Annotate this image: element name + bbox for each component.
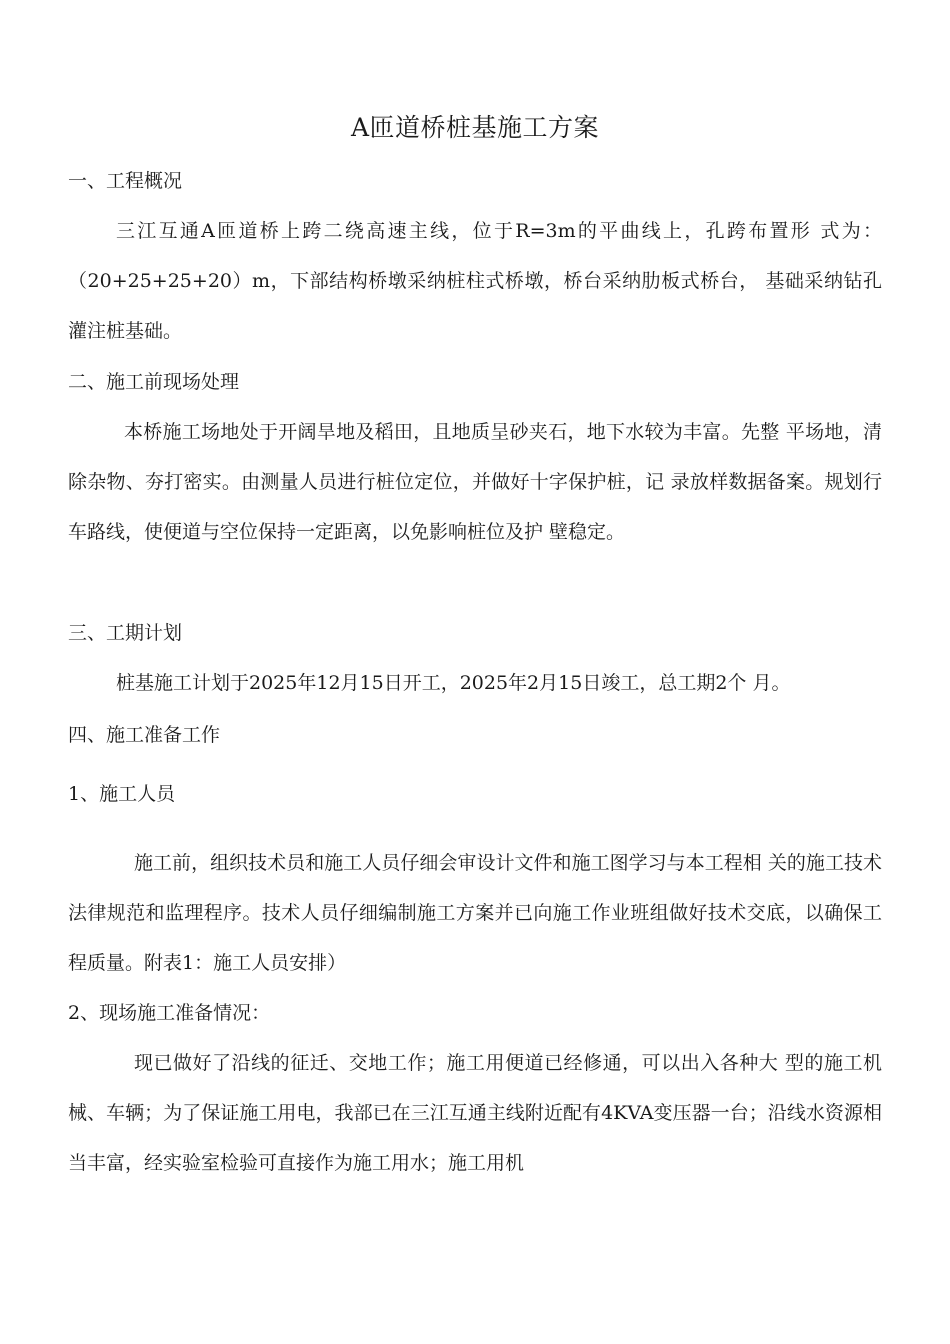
section-heading-overview: 一、工程概况 [68, 170, 183, 192]
section-body-site-prep: 本桥施工场地处于开阔旱地及稻田，且地质呈砂夹石，地下水较为丰富。先整 平场地，清除杂物、夯打密实。由测量人员进行桩位定位，并做好十字保护桩，记 录放样数据备案。规划行车路线，使便道与空位保持一定距离，以免影响桩位及护 壁稳定。 [68, 421, 882, 543]
subsection-heading-site-status: 2、现场施工准备情况： [68, 1002, 271, 1024]
section-body-overview: 三江互通A匝道桥上跨二绕高速主线，位于R=3m的平曲线上，孔跨布置形 式为：（20+25+25+20）m，下部结构桥墩采纳桩柱式桥墩，桥台采纳肋板式桥台， 基础采纳钻孔灌注桩基础。 [68, 220, 882, 342]
section-heading-site-prep: 二、施工前现场处理 [68, 371, 240, 393]
document-title: A匝道桥桩基施工方案 [350, 113, 600, 142]
subsection-heading-personnel: 1、施工人员 [68, 783, 176, 805]
section-heading-schedule: 三、工期计划 [68, 622, 183, 644]
subsection-body-personnel: 施工前，组织技术员和施工人员仔细会审设计文件和施工图学习与本工程相 关的施工技术法律规范和监理程序。技术人员仔细编制施工方案并已向施工作业班组做好技术交底，以确保工程质量。附表1：施工人员安排） [68, 852, 882, 974]
subsection-body-site-status: 现已做好了沿线的征迁、交地工作；施工用便道已经修通，可以出入各种大 型的施工机械、车辆；为了保证施工用电，我部已在三江互通主线附近配有4KVA变压器一台；沿线水资源相当丰富，经实验室检验可直接作为施工用水；施工用机 [68, 1052, 882, 1174]
section-heading-preparation: 四、施工准备工作 [68, 724, 221, 746]
section-body-schedule: 桩基施工计划于2025年12月15日开工，2025年2月15日竣工，总工期2个 月。 [116, 672, 791, 694]
